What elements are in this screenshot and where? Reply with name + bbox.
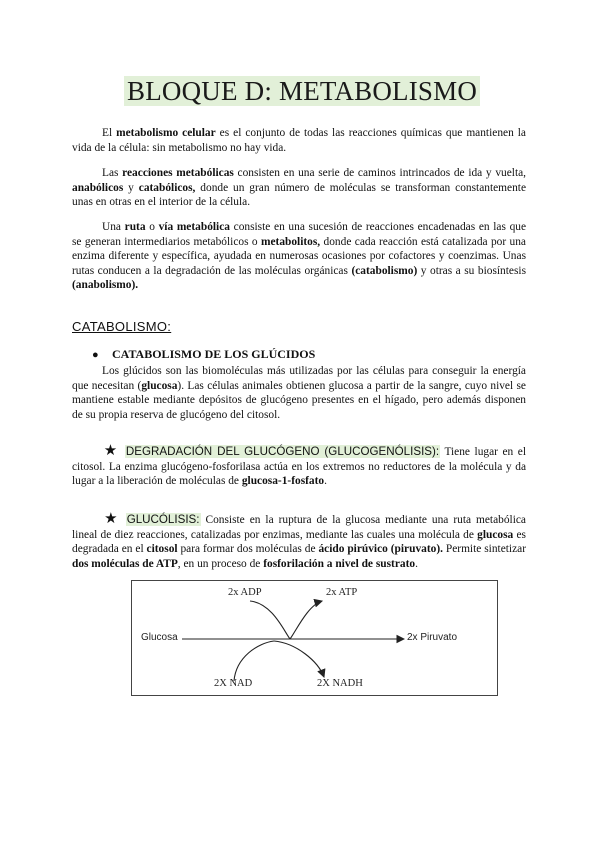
text-run: Consiste en la ruptura de la glucosa mediante una ruta metabólica lineal de diez reacciones, catalizadas por enzimas, mediante las cuales una molécula de — [72, 514, 526, 541]
star-icon: ★ — [102, 511, 120, 527]
bold-term: anabólicos — [72, 181, 124, 194]
text-run: Los glúcidos son las biomoléculas más utilizadas por las células para conseguir la energía que necesitan ( — [72, 365, 526, 392]
text-run: donde cada reacción está catalizada por una enzima diferente y específica, ayudada en numerosas ocasiones por cofactores y coenzimas. Unas rutas conducen a la degradación de las moléculas orgánicas — [72, 235, 526, 277]
bold-term: ruta — [124, 221, 146, 233]
bold-term: catabólicos, — [138, 181, 196, 194]
section-heading: CATABOLISMO: — [72, 319, 172, 334]
atp-curve — [290, 601, 322, 639]
bold-term: metabolismo celular — [116, 127, 216, 139]
intro-paragraph-2 — [72, 166, 526, 210]
bold-term: vía metabólica — [158, 221, 230, 233]
text-run: y otras a su biosíntesis — [417, 264, 526, 277]
bold-term: fosforilación a nivel de sustrato — [263, 557, 416, 570]
highlighted-heading: DEGRADACIÓN DEL GLUCÓGENO (GLUCOGENÓLISIS): — [125, 445, 440, 458]
highlighted-heading: GLUCÓLISIS: — [126, 513, 200, 526]
glycolysis-diagram — [131, 580, 498, 696]
piruvato-label: 2x Piruvato — [407, 632, 458, 643]
bold-term: (anabolismo). — [72, 279, 139, 292]
page-title: BLOQUE D: METABOLISMO — [124, 76, 480, 106]
bold-term: dos moléculas de ATP — [72, 557, 178, 570]
text-run: ). Las células animales obtienen glucosa a partir de la sangre, cuyo nivel se mantiene estable mediante depósitos de glucógeno presentes en el hígado, pero además disponen de su propia reserva de glucógeno del citosol. — [72, 379, 526, 421]
text-run: Tiene lugar en el citosol. La enzima glucógeno-fosforilasa actúa en los extremos no reductores de la molécula y da lugar a la liberación de moléculas de — [72, 446, 526, 488]
bullet-title: CATABOLISMO DE LOS GLÚCIDOS — [112, 347, 316, 361]
bold-term: glucosa-1-fosfato — [241, 475, 325, 488]
bold-term: glucosa — [141, 379, 178, 392]
intro-paragraph-1 — [72, 126, 526, 155]
bold-term: citosol — [146, 543, 178, 556]
bold-term: reacciones metabólicas — [122, 167, 234, 179]
glucosa-label: Glucosa — [141, 632, 178, 643]
glucidos-paragraph — [72, 364, 526, 422]
bold-term: ácido pirúvico (piruvato). — [318, 543, 443, 556]
bullet-icon: ● — [92, 349, 99, 361]
text-run: consiste en una sucesión de reacciones encadenadas en las que se generan intermediarios metabólicos o — [72, 221, 527, 248]
atp-label: 2x ATP — [326, 587, 358, 598]
bold-term: (catabolismo) — [351, 264, 418, 277]
adp-curve — [250, 601, 290, 639]
text-run: o — [145, 221, 159, 233]
bullet-heading — [92, 347, 315, 362]
text-run: donde un gran número de moléculas se transforman constantemente unas en otras en el interior de la célula. — [72, 181, 526, 209]
nadh-curve — [274, 641, 324, 677]
text-run: Las — [102, 167, 123, 179]
star-icon: ★ — [102, 443, 119, 459]
text-run: para formar dos moléculas de — [177, 543, 319, 556]
text-run: El — [102, 127, 117, 139]
text-run: es el conjunto de todas las reacciones químicas que mantienen la vida de la célula: sin metabolismo no hay vida. — [72, 127, 526, 154]
text-run: Permite sintetizar — [442, 543, 526, 556]
nadh-label: 2X NADH — [317, 678, 363, 689]
nad-curve — [234, 641, 274, 681]
text-run: . — [415, 557, 418, 570]
bold-term: glucosa — [477, 528, 514, 541]
text-run: es degradada en el — [72, 528, 526, 556]
intro-paragraph-3 — [72, 220, 526, 293]
text-run: y — [123, 181, 139, 194]
glucolisis-paragraph — [72, 512, 526, 571]
glucogenolisis-paragraph — [72, 444, 526, 489]
adp-label: 2x ADP — [228, 587, 262, 598]
text-run: consisten en una serie de caminos intrincados de ida y vuelta, — [233, 167, 527, 179]
text-run: , en un proceso de — [177, 557, 264, 570]
text-run: Una — [102, 221, 125, 233]
nad-label: 2X NAD — [214, 678, 253, 689]
text-run: . — [324, 475, 327, 488]
bold-term: metabolitos, — [260, 235, 321, 248]
